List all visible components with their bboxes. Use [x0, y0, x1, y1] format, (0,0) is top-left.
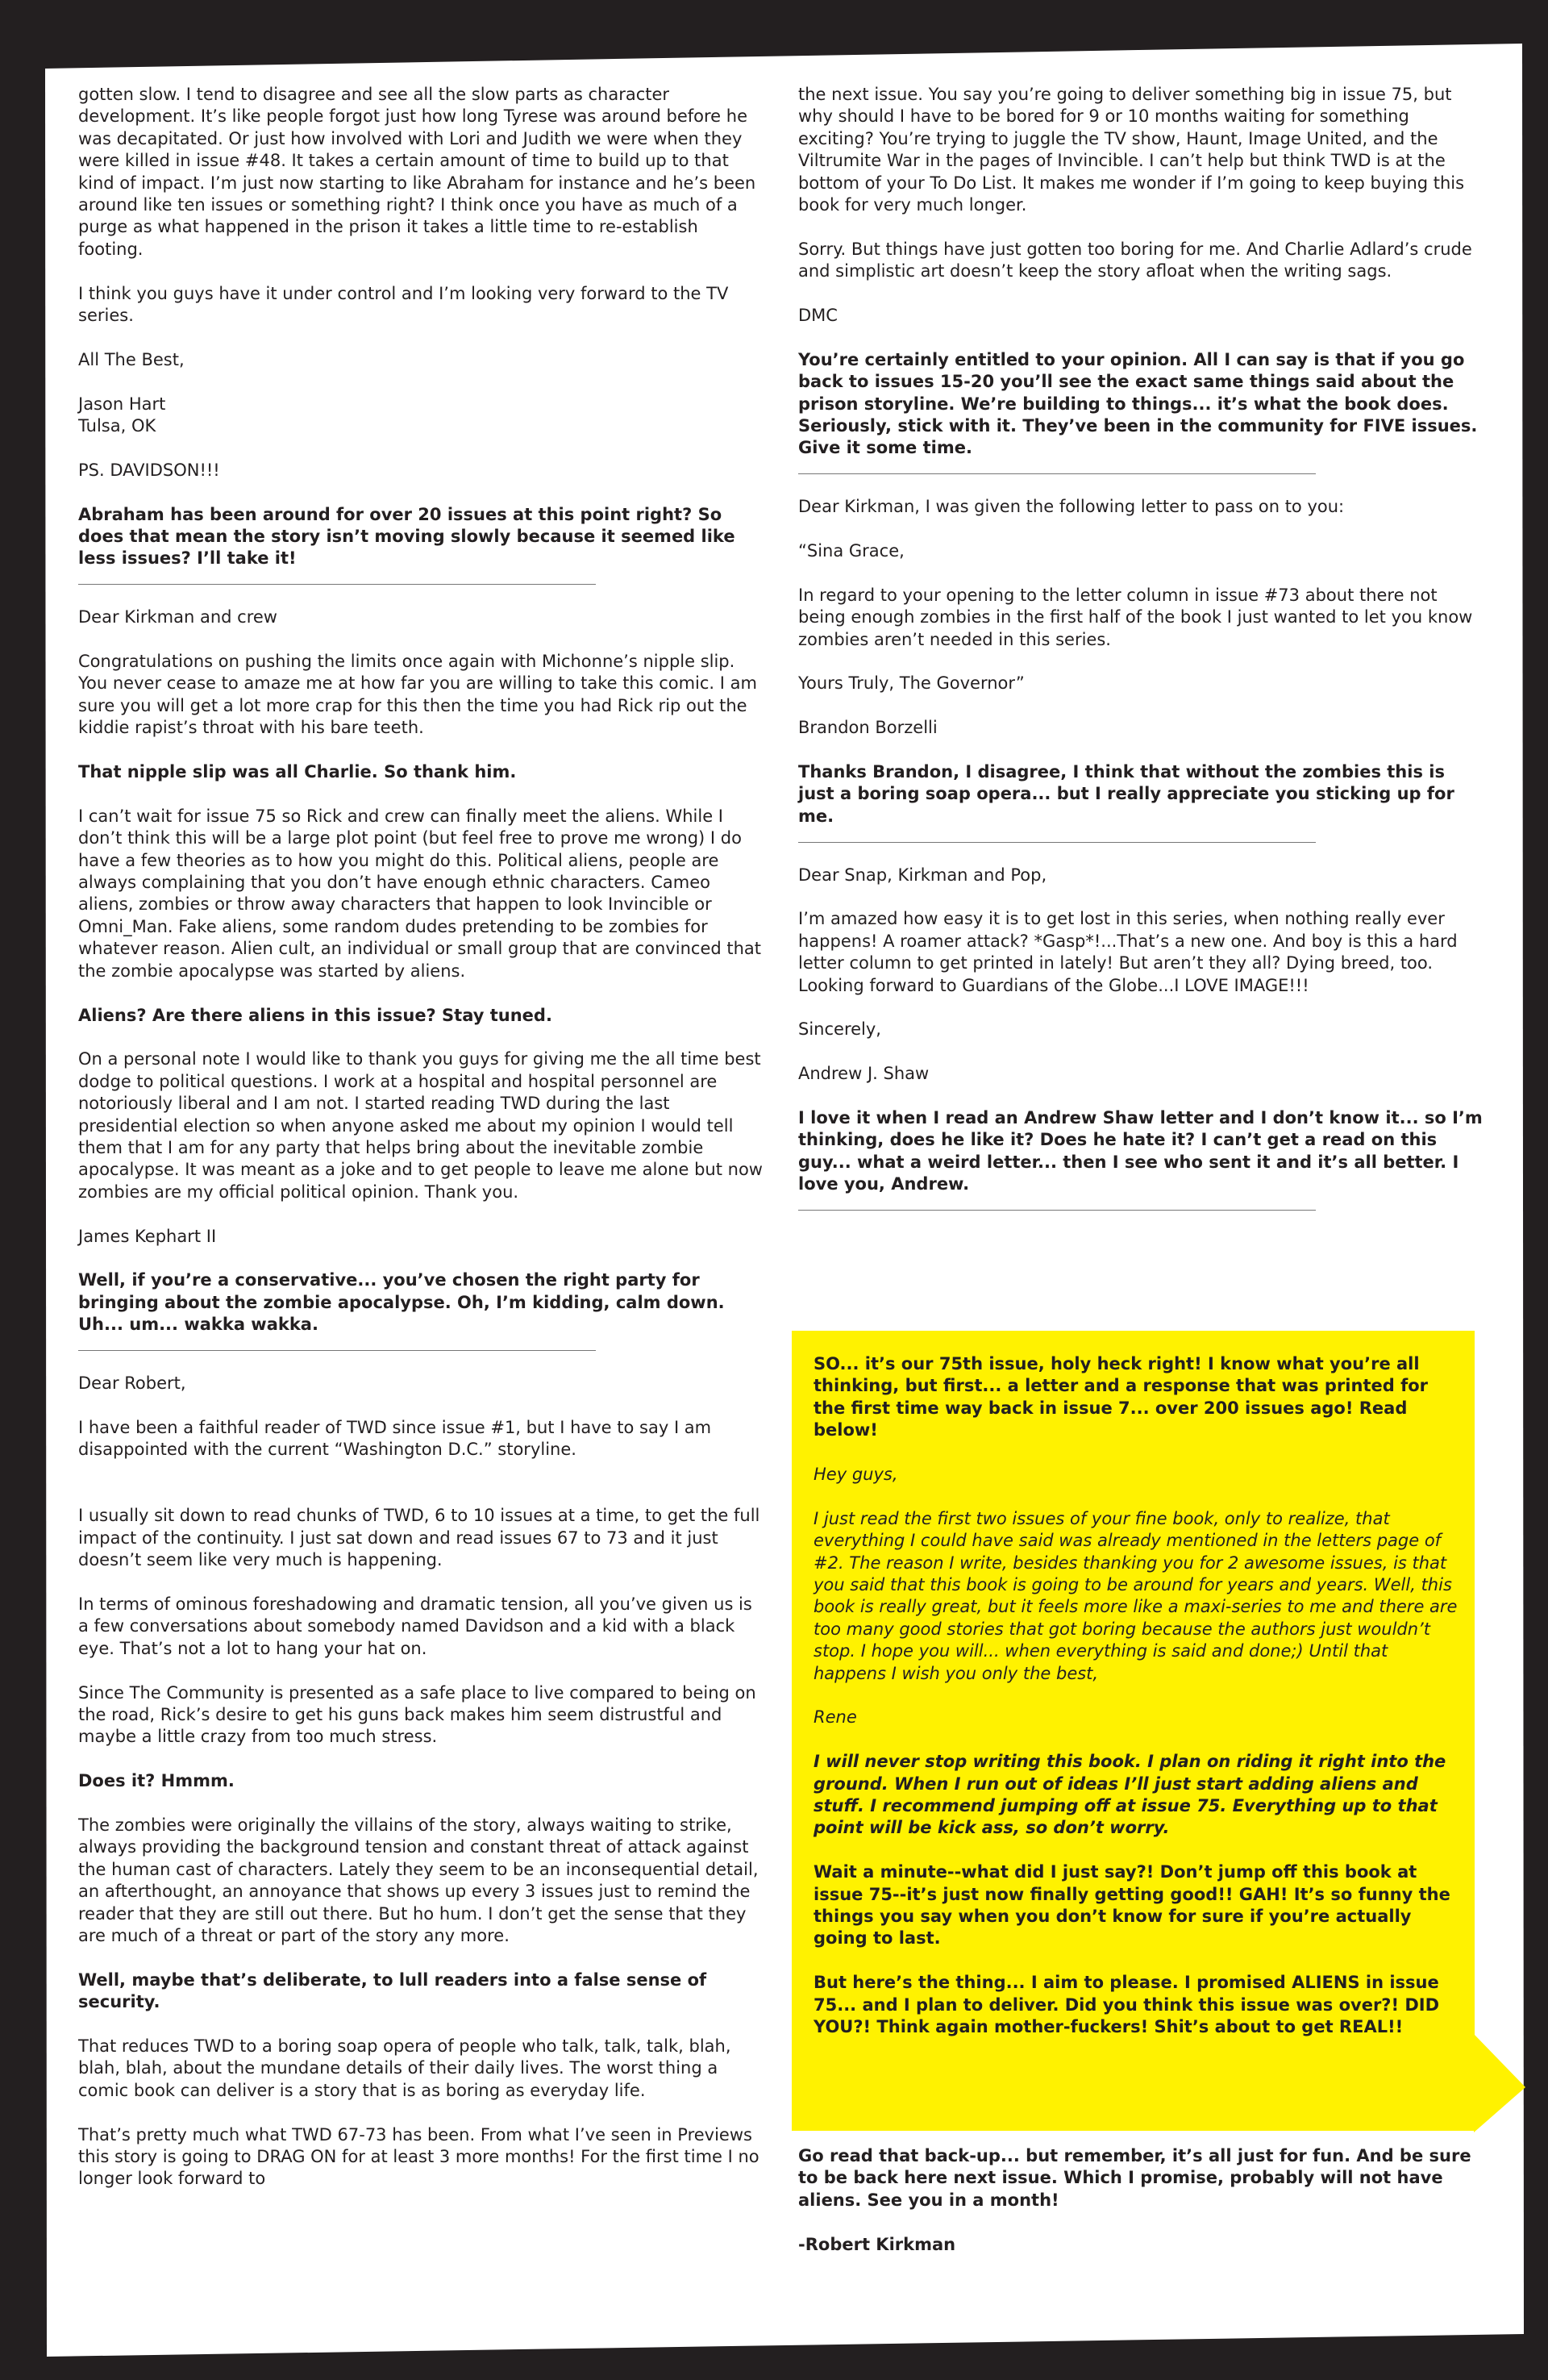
letter-paragraph: All The Best, [78, 349, 185, 369]
letter-paragraph: That’s pretty much what TWD 67-73 has been. From what I’ve seen in Previews this story is going to DRAG ON for at least 3 more months! For the first time I no longer look forward to [78, 2124, 759, 2189]
response-paragraph: But here’s the thing... I aim to please. I promised ALIENS in issue 75... and I plan to deliver. Did you think this issue was over?! DID YOU?! Think again mother-fuckers! Shit’s about to get REAL!! [814, 1973, 1440, 2037]
letter-paragraph: Dear Kirkman and crew [78, 607, 277, 627]
response-paragraph: Well, if you’re a conservative... you’ve chosen the right party for bringing about the zombie apocalypse. Oh, I’m kidding, calm down. Uh... um... wakka wakka. [78, 1270, 725, 1335]
arrow-right-icon [1474, 2034, 1527, 2134]
letter-paragraph: I’m amazed how easy it is to get lost in this series, when nothing really ever happens! A roamer attack? *Gasp*!...That’s a new one. And boy is this a hard letter column to get printed in lately! But aren’t they all? Dying breed, too. Looking forward to Guardians of the Globe...I LOVE IMAGE!!! [798, 909, 1458, 995]
response-paragraph: Thanks Brandon, I disagree, I think that without the zombies this is just a boring soap opera... but I really appreciate you sticking up for me. [798, 762, 1454, 826]
response-paragraph: Well, maybe that’s deliberate, to lull readers into a false sense of security. [78, 1969, 707, 2012]
response-paragraph: Abraham has been around for over 20 issues at this point right? So does that mean the story isn’t moving slowly because it seemed like less issues? I’ll take it! [78, 504, 735, 569]
letter-paragraph: Andrew J. Shaw [798, 1064, 930, 1084]
letter-paragraph: PS. DAVIDSON!!! [78, 460, 220, 480]
response-paragraph: Wait a minute--what did I just say?! Don’t jump off this book at issue 75--it’s just now finally getting good!! GAH! It’s so funny the things you say when you don’t know for sure if you’re actually going to last. [814, 1862, 1450, 1949]
letter-paragraph: Since The Community is presented as a safe place to live compared to being on the road, Rick’s desire to get his guns back makes him seem distrustful and maybe a little crazy from too much stress. [78, 1682, 756, 1747]
letter-paragraph: That reduces TWD to a boring soap opera of people who talk, talk, talk, blah, blah, blah, about the mundane details of their daily lives. The worst thing a comic book can deliver is a story that is as boring as everyday life. [78, 2036, 731, 2100]
letter-paragraph: gotten slow. I tend to disagree and see all the slow parts as character development. It’s like people forgot just how long Tyrese was around before he was decapitated. Or just how involved with Lori and Judith we were when they were killed in issue #48. It takes a certain amount of time to build up to that kind of impact. I’m just now starting to like Abraham for instance and he’s been around like ten issues or something right? I think once you have as much of a purge as what happened in the prison it takes a little time to re-establish footing. [78, 85, 756, 259]
letter-paragraph: Sincerely, [798, 1019, 881, 1040]
divider [78, 1350, 596, 1351]
divider [78, 584, 596, 585]
divider [798, 842, 1316, 843]
letter-paragraph: Congratulations on pushing the limits once again with Michonne’s nipple slip. You never cease to amaze me at how far you are willing to take this comic. I am sure you will get a lot more crap for this then the time you had Rick rip out the kiddie rapist’s throat with his bare teeth. [78, 652, 757, 738]
response-paragraph: Go read that back-up... but remember, it’s all just for fun. And be sure to be back here next issue. Which I promise, probably will not have aliens. See you in a month! [798, 2146, 1471, 2210]
letter-paragraph: On a personal note I would like to thank you guys for giving me the all time best dodge to political questions. I work at a hospital and hospital personnel are notoriously liberal and I am not. I started reading TWD during the last presidential election so when anyone asked me about my opinion I would tell them that I am for any party that helps bring about the inevitable zombie apocalypse. It was meant as a joke and to get people to leave me alone but now zombies are my official political opinion. Thank you. [78, 1049, 763, 1202]
letter-paragraph: The zombies were originally the villains of the story, always waiting to strike, always providing the background tension and constant threat of attack against the human cast of characters. Lately they seem to be an inconsequential detail, an afterthought, an annoyance that shows up every 3 issues just to remind the reader that they are still out there. But ho hum. I don’t get the sense that they are much of a threat or part of the story any more. [78, 1815, 759, 1945]
response-paragraph: You’re certainly entitled to your opinion. All I can say is that if you go back to issues 15-20 you’ll see the exact same things said about the prison storyline. We’re building to things... it’s what the book does. Seriously, stick with it. They’ve been in the community for FIVE issues. Give it some time. [798, 349, 1478, 458]
response-paragraph: I just read the first two issues of your fine book, only to realize, that everything I could have said was already mentioned in the letters page of #2. The reason I write, besides thanking you for 2 awesome issues, is that you said that this book is going to be around for years and years. Well, this book is really great, but it feels more like a maxi-series to me and there are too many good stories that got boring because the authors just wouldn’t stop. I hope you will... when everything is said and done;) Until that happens I wish you only the best, [814, 1508, 1458, 1683]
letter-paragraph: I can’t wait for issue 75 so Rick and crew can finally meet the aliens. While I don’t think this will be a large plot point (but feel free to prove me wrong) I do have a few theories as to how you might do this. Political aliens, people are always complaining that you don’t have enough ethnic characters. Cameo aliens, zombies or throw away characters that happen to look Invincible or Omni_Man. Fake aliens, some random dudes pretending to be zombies for whatever reason. Alien cult, an individual or small group that are convinced that the zombie apocalypse was started by aliens. [78, 806, 762, 981]
letter-paragraph: Sorry. But things have just gotten too boring for me. And Charlie Adlard’s crude and simplistic art doesn’t keep the story afloat when the writing sags. [798, 239, 1472, 281]
letter-paragraph: “Sina Grace, [798, 541, 905, 561]
letter-paragraph: In regard to your opening to the letter column in issue #73 about there not being enough zombies in the first half of the book I just wanted to let you know zombies aren’t needed in this series. [798, 585, 1473, 649]
letter-paragraph: In terms of ominous foreshadowing and dramatic tension, all you’ve given us is a few conversations about somebody named Davidson and a kid with a black eye. That’s not a lot to hang your hat on. [78, 1594, 752, 1658]
divider [798, 473, 1316, 474]
response-paragraph: I will never stop writing this book. I plan on riding it right into the ground. When I run out of ideas I’ll just start adding aliens and stuff. I recommend jumping off at issue 75. Everything up to that point will be kick ass, so don’t worry. [814, 1752, 1446, 1838]
letter-paragraph: the next issue. You say you’re going to deliver something big in issue 75, but why should I have to be bored for 9 or 10 months waiting for something exciting? You’re trying to juggle the TV show, Haunt, Image United, and the Viltrumite War in the pages of Invincible. I can’t help but think TWD is at the bottom of your To Do List. It makes me wonder if I’m going to keep buying this book for very much longer. [798, 85, 1465, 215]
letter-paragraph: Yours Truly, The Governor” [798, 673, 1025, 694]
letter-paragraph: I think you guys have it under control and I’m looking very forward to the TV series. [78, 283, 729, 326]
callout-text [814, 1353, 1463, 2061]
closing-text [798, 2145, 1475, 2278]
letter-paragraph: I usually sit down to read chunks of TWD, 6 to 10 issues at a time, to get the full impact of the continuity. I just sat down and read issues 67 to 73 and it just doesn’t seem like very much is happening. [78, 1506, 760, 1570]
response-paragraph: Does it? Hmmm. [78, 1771, 235, 1791]
letter-paragraph: James Kephart II [78, 1226, 217, 1246]
letter-paragraph: Brandon Borzelli [798, 718, 938, 738]
response-paragraph: -Robert Kirkman [798, 2234, 956, 2254]
response-paragraph: Rene [814, 1707, 857, 1728]
letter-paragraph: DMC [798, 306, 838, 326]
letter-paragraph: Dear Kirkman, I was given the following letter to pass on to you: [798, 497, 1345, 517]
response-paragraph: Hey guys, [814, 1465, 898, 1485]
letter-paragraph: Dear Robert, [78, 1373, 186, 1393]
divider [798, 1210, 1316, 1211]
letter-paragraph: Jason Hart Tulsa, OK [78, 394, 166, 436]
letter-paragraph: Dear Snap, Kirkman and Pop, [798, 865, 1047, 885]
spacer [78, 1483, 764, 1505]
left-column [78, 84, 764, 2212]
response-paragraph: SO... it’s our 75th issue, holy heck right! I know what you’re all thinking, but first... a letter and a response that was printed for the first time way back in issue 7... over 200 issues ago! Read below! [814, 1354, 1428, 1440]
right-column [798, 84, 1484, 1232]
response-paragraph: Aliens? Are there aliens in this issue? Stay tuned. [78, 1005, 552, 1025]
response-paragraph: I love it when I read an Andrew Shaw letter and I don’t know it... so I’m thinking, does he like it? Does he hate it? I can’t get a read on this guy... what a weird letter... then I see who sent it and it’s all better. I love you, Andrew. [798, 1108, 1483, 1194]
response-paragraph: That nipple slip was all Charlie. So thank him. [78, 762, 517, 782]
letter-paragraph: I have been a faithful reader of TWD since issue #1, but I have to say I am disappointed with the current “Washington D.C.” storyline. [78, 1417, 712, 1460]
